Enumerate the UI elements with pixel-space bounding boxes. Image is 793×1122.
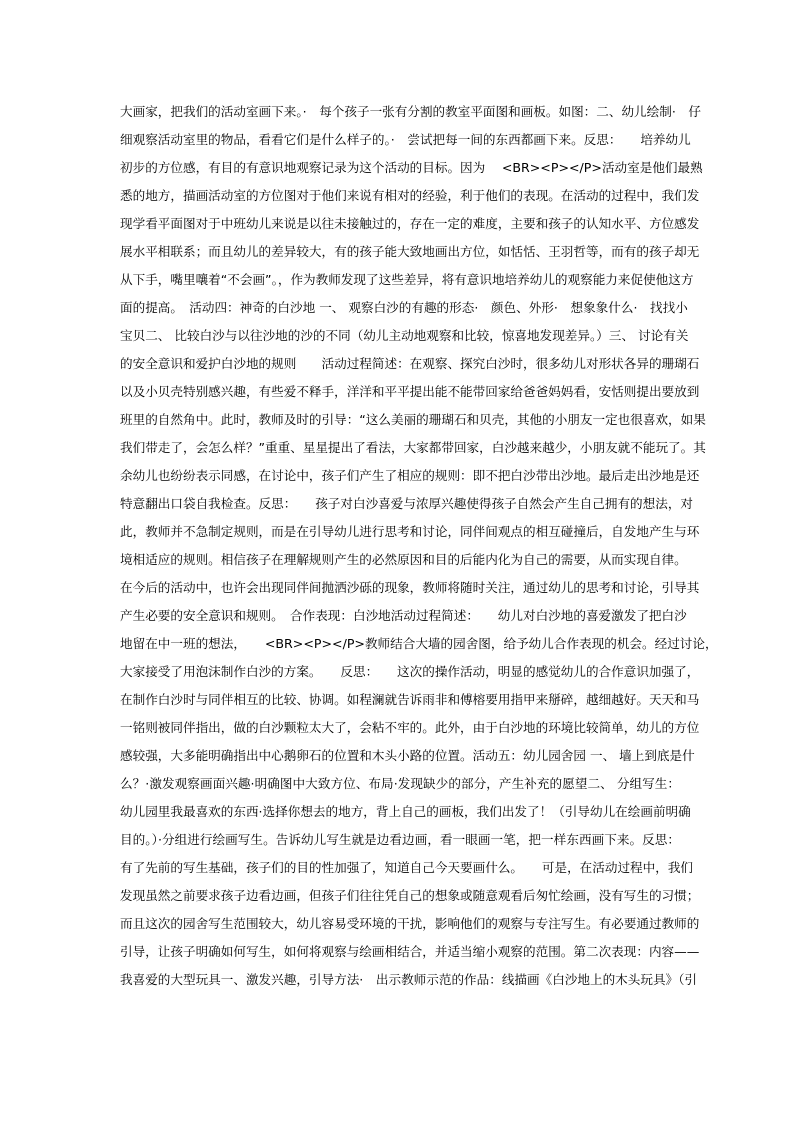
text-line: 以及小贝壳特别感兴趣，有些爱不释手，洋洋和平平提出能不能带回家给爸爸妈妈看，安恬则提出要放到 bbox=[120, 384, 700, 399]
text-line: 感较强，大多能明确指出中心鹅卵石的位置和木头小路的位置。活动五：幼儿园舍园 一、 墙上到底是什 bbox=[120, 748, 695, 763]
text-line: 初步的方位感，有目的有意识地观察记录为这个活动的目标。因为 <BR><P></P>活动室是他们最熟 bbox=[120, 160, 703, 175]
text-line: 产生必要的安全意识和规则。 合作表现：白沙地活动过程简述： 幼儿对白沙地的喜爱激发了把白沙 bbox=[120, 608, 687, 623]
text-line: 大家接受了用泡沫制作白沙的方案。 反思： 这次的操作活动，明显的感觉幼儿的合作意识加强了， bbox=[120, 664, 700, 679]
text-line: 展水平相联系；而且幼儿的差异较大，有的孩子能大致地画出方位，如恬恬、王羽哲等，而有的孩子却无 bbox=[120, 244, 700, 259]
text-line: 余幼儿也纷纷表示同感，在讨论中，孩子们产生了相应的规则：即不把白沙带出沙地。最后走出沙地是还 bbox=[120, 468, 700, 483]
text-line: 我喜爱的大型玩具一、激发兴趣，引导方法· 出示教师示范的作品：线描画《白沙地上的木头玩具》（引 bbox=[120, 972, 698, 987]
text-line: 目的。）·分组进行绘画写生。告诉幼儿写生就是边看边画，看一眼画一笔，把一样东西画下来。反思： bbox=[120, 832, 680, 847]
text-line: 面的提高。 活动四：神奇的白沙地 一、 观察白沙的有趣的形态· 颜色、外形· 想象象什么· 找找小 bbox=[120, 300, 688, 315]
text-line: 细观察活动室里的物品，看看它们是什么样子的。· 尝试把每一间的东西都画下来。反思： 培养幼儿 bbox=[120, 132, 691, 147]
document-body bbox=[120, 98, 718, 994]
text-line: 特意翻出口袋自我检查。反思： 孩子对白沙喜爱与浓厚兴趣使得孩子自然会产生自己拥有的想法，对 bbox=[120, 496, 694, 511]
text-line: 有了先前的写生基础，孩子们的目的性加强了，知道自己今天要画什么。 可是，在活动过程中，我们 bbox=[120, 860, 694, 875]
text-line: 在制作白沙时与同伴相互的比较、协调。如程澜就告诉雨非和傅榕要用指甲来掰碎，越细越好。天天和马 bbox=[120, 692, 700, 707]
text-line: 从下手，嘴里嚷着“不会画”。，作为教师发现了这些差异，将有意识地培养幼儿的观察能力来促使他这方 bbox=[120, 272, 694, 287]
text-line: 现学看平面图对于中班幼儿来说是以往未接触过的，存在一定的难度，主要和孩子的认知水平、方位感发 bbox=[120, 216, 700, 231]
text-line: 引导，让孩子明确如何写生，如何将观察与绘画相结合，并适当缩小观察的范围。第二次表现：内容—— bbox=[120, 944, 700, 959]
text-line: 而且这次的园舍写生范围较大，幼儿容易受环境的干扰，影响他们的观察与专注写生。有必要通过教师的 bbox=[120, 916, 700, 931]
text-line: 么？·激发观察画面兴趣·明确图中大致方位、布局·发现缺少的部分，产生补充的愿望二、 分组写生： bbox=[120, 776, 680, 791]
text-line: 境相适应的规则。相信孩子在理解规则产生的必然原因和目的后能内化为自己的需要，从而实现自律。 bbox=[120, 552, 687, 567]
text-line: 宝贝二、 比较白沙与以往沙地的沙的不同（幼儿主动地观察和比较，惊喜地发现差异。）三、 讨论有关 bbox=[120, 328, 689, 343]
text-line: 此，教师并不急制定规则，而是在引导幼儿进行思考和讨论，同伴间观点的相互碰撞后，自发地产生与环 bbox=[120, 524, 700, 539]
text-line: 地留在中一班的想法， <BR><P></P>教师结合大墙的园舍图，给予幼儿合作表现的机会。经过讨论， bbox=[120, 636, 718, 651]
text-line: 大画家，把我们的活动室画下来。· 每个孩子一张有分割的教室平面图和画板。如图：二、幼儿绘制· 仔 bbox=[120, 104, 702, 119]
text-line: 幼儿园里我最喜欢的东西·选择你想去的地方，背上自己的画板，我们出发了！（引导幼儿在绘画前明确 bbox=[120, 804, 691, 819]
text-line: 在今后的活动中，也许会出现同伴间抛洒沙砾的现象，教师将随时关注，通过幼儿的思考和讨论，引导其 bbox=[120, 580, 700, 595]
text-line: 发现虽然之前要求孩子边看边画，但孩子们往往凭自己的想象或随意观看后匆忙绘画，没有写生的习惯； bbox=[120, 888, 700, 903]
text-line: 一铭则被同伴指出，做的白沙颗粒太大了，会粘不牢的。此外，由于白沙地的环境比较简单，幼儿的方位 bbox=[120, 720, 700, 735]
text-line: 悉的地方，描画活动室的方位图对于他们来说有相对的经验，利于他们的表现。在活动的过程中，我们发 bbox=[120, 188, 700, 203]
text-line: 的安全意识和爱护白沙地的规则 活动过程简述：在观察、探究白沙时，很多幼儿对形状各异的珊瑚石 bbox=[120, 356, 700, 371]
text-line: 班里的自然角中。此时，教师及时的引导：“这么美丽的珊瑚石和贝壳，其他的小朋友一定也很喜欢，如果 bbox=[120, 412, 706, 427]
text-line: 我们带走了，会怎么样？”重重、星星提出了看法，大家都带回家，白沙越来越少，小朋友就不能玩了。其 bbox=[120, 440, 706, 455]
